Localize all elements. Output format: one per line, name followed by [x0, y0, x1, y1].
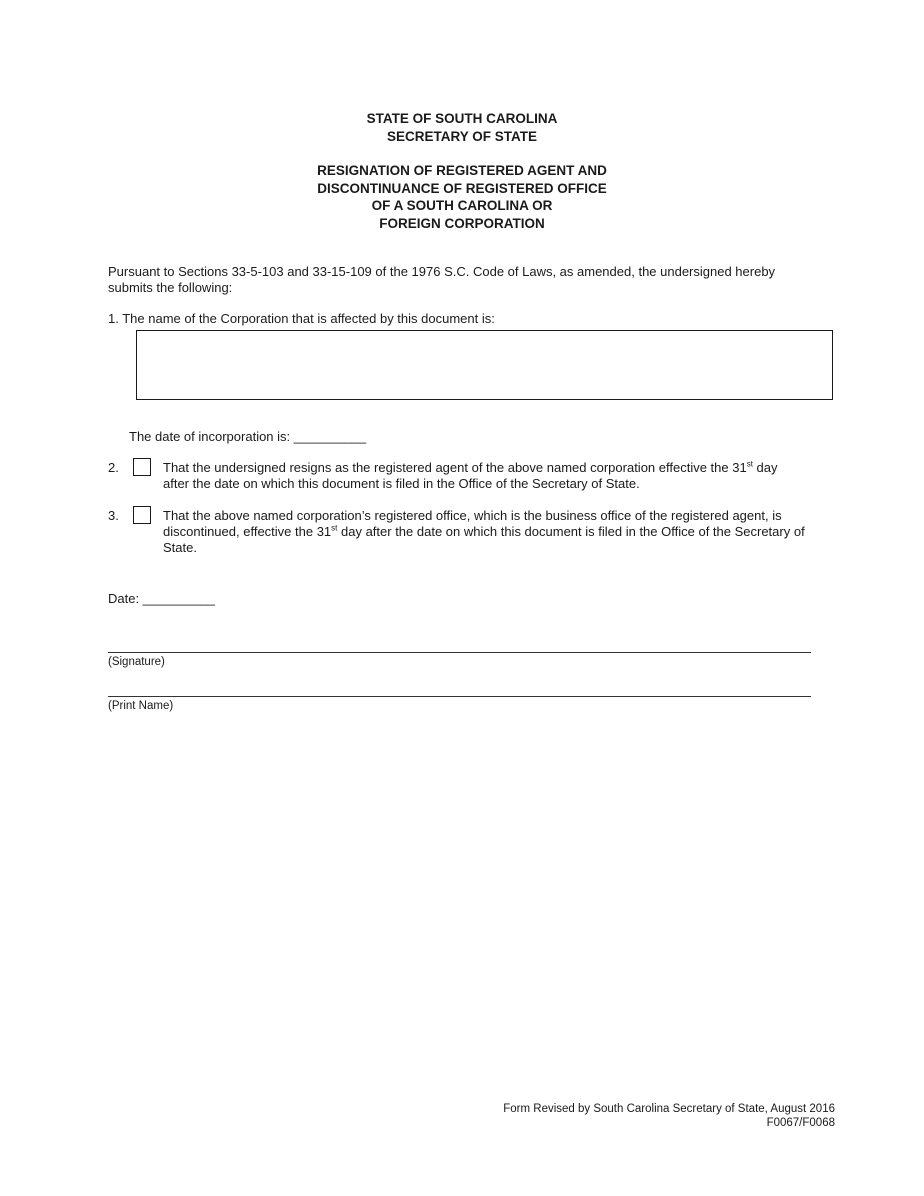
signature-line[interactable] [108, 652, 811, 653]
footer-revision: Form Revised by South Carolina Secretary of State, August 2016 [503, 1103, 835, 1115]
title-line-2: DISCONTINUANCE OF REGISTERED OFFICE [317, 180, 607, 196]
footer-form-number: F0067/F0068 [766, 1117, 835, 1129]
item-3-line-1: That the above named corporation’s registered office, which is the business office of the registered agent, is [163, 508, 782, 523]
form-header [0, 110, 924, 145]
incorporation-date-field[interactable]: The date of incorporation is: __________ [129, 429, 367, 444]
item-2-checkbox[interactable] [133, 458, 151, 476]
item-2-line-1: That the undersigned resigns as the registered agent of the above named corporation effective the 31st day [163, 459, 778, 475]
item-2-number: 2. [108, 460, 119, 475]
print-name-line[interactable] [108, 696, 811, 697]
item-3-line-2: discontinued, effective the 31st day after the date on which this document is filed in the Office of the Secretary of [163, 523, 805, 539]
item-3-checkbox[interactable] [133, 506, 151, 524]
title-line-4: FOREIGN CORPORATION [379, 215, 545, 231]
title-line-3: OF A SOUTH CAROLINA OR [371, 198, 553, 213]
form-title [0, 162, 924, 232]
item-3-line-3: State. [163, 540, 197, 555]
item-1-label: 1. The name of the Corporation that is affected by this document is: [108, 311, 495, 326]
signature-label: (Signature) [108, 656, 165, 668]
intro-line-1: Pursuant to Sections 33-5-103 and 33-15-109 of the 1976 S.C. Code of Laws, as amended, the undersigned hereby [108, 264, 776, 279]
item-2-line-2: after the date on which this document is filed in the Office of the Secretary of State. [163, 476, 640, 491]
corporation-name-field[interactable] [136, 330, 833, 400]
date-field[interactable]: Date: __________ [108, 591, 215, 606]
office-heading: SECRETARY OF STATE [386, 128, 537, 144]
intro-line-2: submits the following: [108, 280, 233, 295]
item-3-number: 3. [108, 508, 119, 523]
print-name-label: (Print Name) [108, 700, 174, 712]
state-heading: STATE OF SOUTH CAROLINA [366, 111, 558, 126]
title-line-1: RESIGNATION OF REGISTERED AGENT AND [317, 163, 607, 178]
